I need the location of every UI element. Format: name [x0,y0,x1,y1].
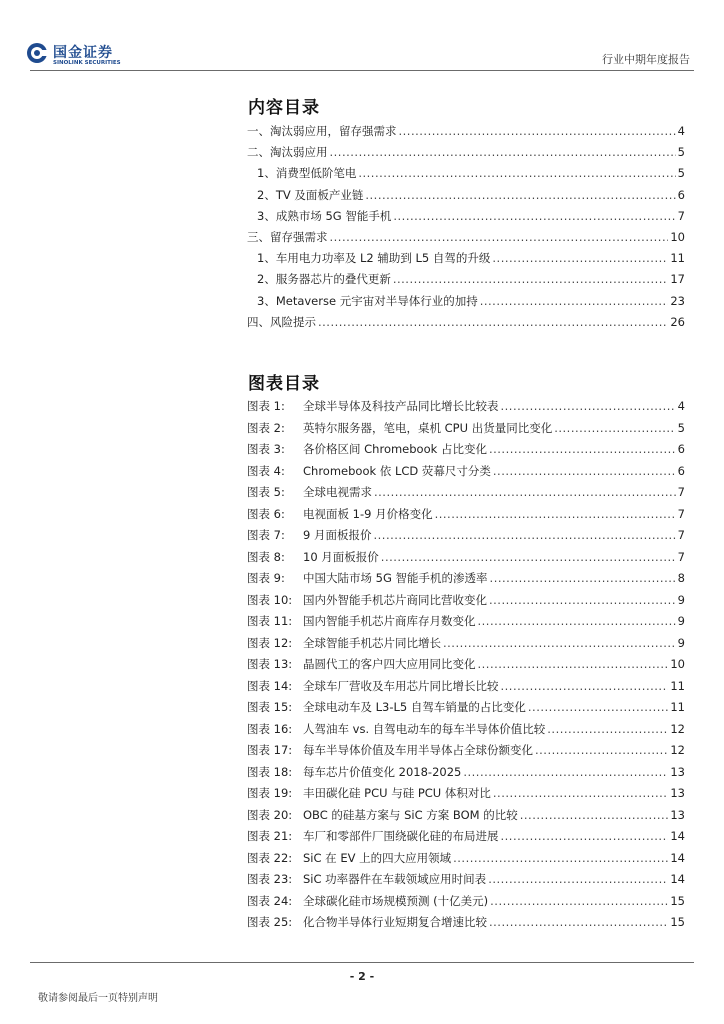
disclaimer: 敬请参阅最后一页特别声明 [38,993,158,1004]
leader-dots [490,568,676,590]
figure-entry[interactable] [247,740,685,762]
figure-entry-page: 6 [677,463,685,478]
figure-entry-page: 7 [677,485,685,499]
figure-entry-number: 图表 12: [247,635,293,650]
toc-entry-label: 一、淘汰弱应用，留存强需求 [247,124,397,138]
figure-entry-page: 13 [670,807,685,822]
figure-entry-label: 车厂和零部件厂围绕碳化硅的布局进展 [303,829,499,843]
leader-dots [501,676,669,698]
figure-entry-number: 图表 4: [247,463,285,478]
figure-entry-page: 15 [670,893,685,908]
leader-dots [490,891,668,913]
figure-entry-label: SiC 功率器件在车载领域应用时间表 [303,872,487,886]
figure-entry-label: Chromebook 依 LCD 荧幕尺寸分类 [303,463,491,478]
figure-entry-number: 图表 16: [247,721,293,736]
toc-entry-page: 7 [677,208,685,223]
toc-entry-label: 四、风险提示 [247,314,316,329]
figure-entry-page: 6 [677,442,685,456]
toc-entry-label: 1、消费型低阶笔电 [257,166,357,181]
company-logo [26,42,138,70]
figure-entry-number: 图表 10: [247,592,293,607]
figure-entry-page: 12 [670,721,685,736]
leader-dots [528,697,668,719]
toc-entry-label: 1、车用电力功率及 L2 辅助到 L5 自驾的升级 [257,251,491,266]
toc-entry-page: 4 [677,124,685,138]
figure-entry[interactable] [247,912,685,934]
figure-entry-number: 图表 21: [247,829,293,843]
toc-entry[interactable] [247,227,685,248]
figure-entry-label: 电视面板 1-9 月价格变化 [303,506,433,521]
figure-entry-page: 13 [670,764,685,779]
figure-list [247,396,685,934]
leader-dots [480,291,669,312]
figure-entry-label: 全球碳化硅市场规模预测 (十亿美元) [303,893,489,908]
leader-dots [374,482,676,504]
figure-entry-number: 图表 2: [247,420,285,435]
toc-entry-page: 10 [670,229,685,244]
leader-dots [554,418,675,440]
figure-entry-number: 图表 20: [247,807,293,822]
leader-dots [501,396,676,418]
toc-entry-label: 二、淘汰弱应用 [247,145,328,160]
figures-title: 图表目录 [248,374,320,394]
figure-entry[interactable] [247,590,685,612]
figure-entry[interactable] [247,891,685,913]
toc-entry[interactable] [247,121,685,142]
figure-entry-label: 中国大陆市场 5G 智能手机的渗透率 [303,571,488,585]
leader-dots [393,269,669,290]
figure-entry-label: OBC 的硅基方案与 SiC 方案 BOM 的比较 [303,807,518,822]
figure-entry-label: 英特尔服务器，笔电，桌机 CPU 出货量同比变化 [303,420,553,435]
toc-entry[interactable] [247,163,685,184]
report-type: 行业中期年度报告 [602,53,690,66]
figure-entry[interactable] [247,525,685,547]
figure-entry-label: 9 月面板报价 [303,528,372,542]
leader-dots [489,590,676,612]
leader-dots [318,312,668,333]
figure-entry[interactable] [247,396,685,418]
toc-entry-label: 3、Metaverse 元宇宙对半导体行业的加持 [257,293,478,308]
toc-entry-page: 11 [670,251,685,266]
leader-dots [453,848,668,870]
figure-entry-label: SiC 在 EV 上的四大应用领域 [303,850,452,865]
leader-dots [535,740,668,762]
figure-entry-number: 图表 18: [247,764,293,779]
leader-dots [443,633,676,655]
leader-dots [435,504,676,526]
figure-entry[interactable] [247,504,685,526]
figure-entry-page: 7 [677,528,685,542]
leader-dots [493,461,676,483]
figure-entry-label: 全球电动车及 L3-L5 自驾车销量的占比变化 [303,700,526,714]
figure-entry[interactable] [247,461,685,483]
figure-entry-number: 图表 3: [247,442,285,456]
figure-entry[interactable] [247,633,685,655]
toc-entry[interactable] [247,248,685,269]
figure-entry-page: 7 [677,549,685,564]
leader-dots [489,912,668,934]
leader-dots [381,547,676,569]
figure-entry-page: 11 [670,678,685,693]
leader-dots [520,805,669,827]
figure-entry-label: 国内外智能手机芯片商同比营收变化 [303,592,487,607]
figure-entry-label: 10 月面板报价 [303,549,379,564]
figure-entry-number: 图表 9: [247,571,285,585]
toc-entry[interactable] [247,142,685,163]
figure-entry[interactable] [247,611,685,633]
leader-dots [330,142,676,163]
figure-entry-label: 化合物半导体行业短期复合增速比较 [303,915,487,929]
figure-entry-number: 图表 6: [247,506,285,521]
leader-dots [478,654,669,676]
figure-entry-number: 图表 11: [247,614,293,628]
figure-entry-page: 9 [677,614,685,628]
logo-chinese-name: 国金证券 [53,45,113,61]
figure-entry[interactable] [247,568,685,590]
toc-entry-label: 三、留存强需求 [247,229,328,244]
figure-entry[interactable] [247,547,685,569]
figure-entry-number: 图表 23: [247,872,293,886]
toc-entry-label: 2、TV 及面板产业链 [257,187,364,202]
figure-entry[interactable] [247,869,685,891]
figure-entry-label: 晶圆代工的客户四大应用同比变化 [303,657,476,671]
figure-entry-page: 8 [677,571,685,585]
toc-entry-page: 5 [677,166,685,181]
toc-entry[interactable] [247,206,685,227]
figure-entry-page: 5 [677,420,685,435]
leader-dots [492,248,668,269]
figure-entry-number: 图表 7: [247,528,285,542]
toc-entry-page: 17 [670,272,685,287]
leader-dots [493,783,668,805]
figure-entry-label: 各价格区间 Chromebook 占比变化 [303,442,487,456]
figure-entry-label: 每车芯片价值变化 2018-2025 [303,764,462,779]
figure-entry-number: 图表 17: [247,743,293,757]
figure-entry-page: 14 [670,850,685,865]
figure-entry-label: 全球半导体及科技产品同比增长比较表 [303,399,499,413]
figure-entry[interactable] [247,439,685,461]
toc-title: 内容目录 [248,98,320,118]
figure-entry-number: 图表 15: [247,700,293,714]
figure-entry-page: 7 [677,506,685,521]
toc-entry[interactable] [247,269,685,290]
leader-dots [358,163,675,184]
figure-entry-page: 14 [670,872,685,886]
leader-dots [463,762,668,784]
leader-dots [489,439,676,461]
figure-entry[interactable] [247,654,685,676]
figure-entry-label: 人驾油车 vs. 自驾电动车的每车半导体价值比较 [303,721,546,736]
page-header [0,0,724,76]
sinolink-logo-icon [26,42,48,64]
figure-entry[interactable] [247,719,685,741]
figure-entry-label: 每车半导体价值及车用半导体占全球份额变化 [303,743,533,757]
figure-entry-number: 图表 13: [247,657,293,671]
footer-divider [30,962,694,963]
figure-entry[interactable] [247,697,685,719]
toc-entry-page: 5 [677,145,685,160]
header-divider [30,70,694,71]
figure-entry[interactable] [247,418,685,440]
toc-entry[interactable] [247,185,685,206]
figure-entry[interactable] [247,805,685,827]
figure-entry-page: 15 [670,915,685,929]
figure-entry-number: 图表 14: [247,678,293,693]
leader-dots [365,185,675,206]
toc-entry-label: 2、服务器芯片的叠代更新 [257,272,391,287]
figure-entry-page: 12 [670,743,685,757]
figure-entry-label: 国内智能手机芯片商库存月数变化 [303,614,476,628]
figure-entry-number: 图表 19: [247,786,293,800]
figure-entry[interactable] [247,826,685,848]
figure-entry-label: 丰田碳化硅 PCU 与硅 PCU 体积对比 [303,786,491,800]
figure-entry-number: 图表 24: [247,893,293,908]
figure-entry-number: 图表 1: [247,399,285,413]
leader-dots [373,525,675,547]
toc-entry[interactable] [247,312,685,333]
figure-entry-label: 全球车厂营收及车用芯片同比增长比较 [303,678,499,693]
figure-entry[interactable] [247,676,685,698]
toc-entry-page: 6 [677,187,685,202]
table-of-contents [247,121,685,333]
figure-entry[interactable] [247,848,685,870]
figure-entry-page: 11 [670,700,685,714]
toc-entry-page: 26 [670,314,685,329]
figure-entry-page: 10 [670,657,685,671]
leader-dots [393,206,675,227]
figure-entry[interactable] [247,482,685,504]
page-number: - 2 - [349,970,375,983]
leader-dots [330,227,669,248]
figure-entry-number: 图表 8: [247,549,285,564]
figure-entry-page: 13 [670,786,685,800]
toc-entry-label: 3、成熟市场 5G 智能手机 [257,208,392,223]
figure-entry-label: 全球智能手机芯片同比增长 [303,635,441,650]
leader-dots [478,611,676,633]
figure-entry-number: 图表 25: [247,915,293,929]
leader-dots [399,121,676,142]
figure-entry-page: 4 [677,399,685,413]
logo-english-name: SINOLINK SECURITIES [53,60,121,66]
toc-entry-page: 23 [670,293,685,308]
figure-entry-number: 图表 5: [247,485,285,499]
figure-entry-page: 14 [670,829,685,843]
leader-dots [501,826,669,848]
figure-entry[interactable] [247,762,685,784]
figure-entry[interactable] [247,783,685,805]
figure-entry-number: 图表 22: [247,850,293,865]
leader-dots [488,869,668,891]
leader-dots [547,719,668,741]
toc-entry[interactable] [247,291,685,312]
figure-entry-page: 9 [677,635,685,650]
figure-entry-page: 9 [677,592,685,607]
figure-entry-label: 全球电视需求 [303,485,372,499]
